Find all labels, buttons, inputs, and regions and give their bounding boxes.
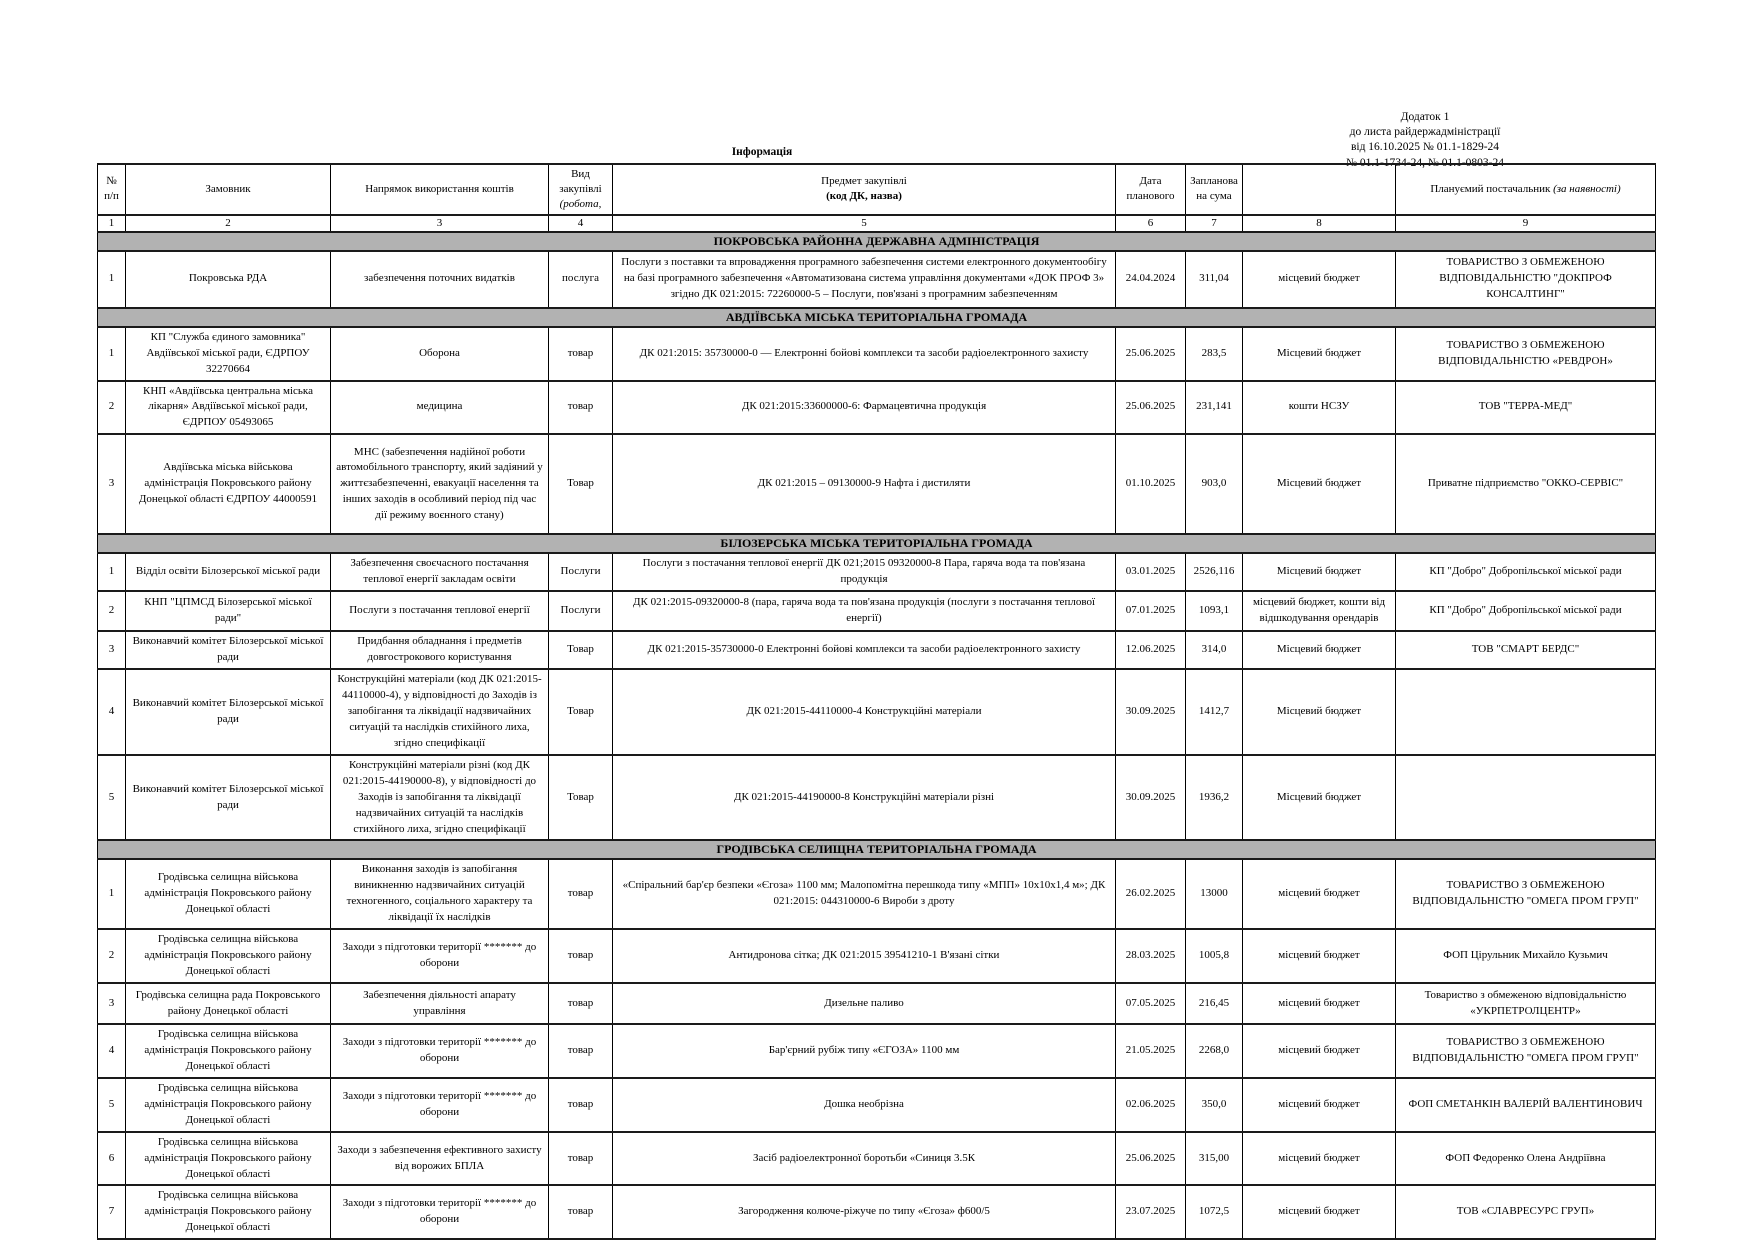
purchase-type-cell: послуга (549, 251, 613, 308)
subject-cell: Засіб радіоелектронної боротьби «Синиця 3.5К (613, 1132, 1116, 1186)
amount-cell: 350,0 (1186, 1078, 1243, 1132)
supplier-cell: ТОВ "ТЕРРА-МЕД" (1396, 381, 1656, 435)
header-text: Вид закупівлі (559, 168, 602, 195)
amount-cell: 231,141 (1186, 381, 1243, 435)
purchase-type-cell: товар (549, 859, 613, 929)
amount-cell: 283,5 (1186, 327, 1243, 381)
column-header-cell (1243, 164, 1396, 215)
table-row (98, 251, 1656, 308)
budget-cell: кошти НСЗУ (1243, 381, 1396, 435)
row-number-cell: 5 (98, 755, 126, 841)
date-cell: 03.01.2025 (1116, 553, 1186, 591)
budget-cell: Місцевий бюджет (1243, 553, 1396, 591)
subject-cell: Послуги з поставки та впровадження програмного забезпечення системи електронного документообігу на базі програмного забезпечення «Автоматизована система управління документами «ДОК ПРОФ 3» згідно ДК 021:2015: 72260000-5 – Послуги, пов'язані з програмним забезпеченням (613, 251, 1116, 308)
date-cell: 25.06.2025 (1116, 381, 1186, 435)
customer-cell: Виконавчий комітет Білозерської міської ради (126, 631, 331, 669)
supplier-cell: ТОВ "СМАРТ БЕРДС" (1396, 631, 1656, 669)
appendix-line: до листа райдержадміністрації (1349, 126, 1501, 139)
purchase-type-cell: Послуги (549, 553, 613, 591)
header-text: на сума (1196, 190, 1232, 203)
column-number-cell: 3 (331, 215, 549, 232)
table-row (98, 1024, 1656, 1078)
column-number-cell: 2 (126, 215, 331, 232)
budget-cell: місцевий бюджет (1243, 1185, 1396, 1239)
direction-cell: Оборона (331, 327, 549, 381)
customer-cell: Виконавчий комітет Білозерської міської ради (126, 669, 331, 755)
budget-cell: місцевий бюджет (1243, 1024, 1396, 1078)
amount-cell: 314,0 (1186, 631, 1243, 669)
row-number-cell: 2 (98, 929, 126, 983)
column-header-cell (98, 164, 126, 215)
purchase-type-cell: товар (549, 1078, 613, 1132)
row-number-cell: 4 (98, 669, 126, 755)
date-cell: 30.09.2025 (1116, 669, 1186, 755)
subject-cell: «Спіральний бар'єр безпеки «Єгоза» 1100 мм; Малопомітна перешкода типу «МПП» 10х10х1,4 м»; ДК 021:2015: 044310000-6 Вироби з дроту (613, 859, 1116, 929)
row-number-cell: 1 (98, 859, 126, 929)
header-text: (робота, (559, 197, 602, 210)
header-text: Напрямок використання коштів (365, 182, 514, 195)
row-number-cell: 1 (98, 553, 126, 591)
header-text: Замовник (205, 182, 251, 195)
budget-cell: місцевий бюджет (1243, 929, 1396, 983)
purchase-type-cell: товар (549, 1185, 613, 1239)
date-cell: 24.04.2024 (1116, 251, 1186, 308)
column-header-cell (549, 164, 613, 215)
column-header-cell (1116, 164, 1186, 215)
date-cell: 25.06.2025 (1116, 327, 1186, 381)
direction-cell: Заходи з підготовки території ******* до оборони (331, 1024, 549, 1078)
budget-cell: Місцевий бюджет (1243, 631, 1396, 669)
amount-cell: 13000 (1186, 859, 1243, 929)
supplier-cell: ТОВАРИСТВО З ОБМЕЖЕНОЮ ВІДПОВІДАЛЬНІСТЮ "ОМЕГА ПРОМ ГРУП" (1396, 1024, 1656, 1078)
row-number-cell: 1 (98, 327, 126, 381)
supplier-cell (1396, 669, 1656, 755)
row-number-cell: 1 (98, 251, 126, 308)
header-text: (код ДК, назва) (826, 190, 902, 203)
budget-cell: місцевий бюджет (1243, 983, 1396, 1024)
purchase-type-cell: товар (549, 381, 613, 435)
subject-cell: Антидронова сітка; ДК 021:2015 39541210-1 В'язані сітки (613, 929, 1116, 983)
row-number-cell: 7 (98, 1185, 126, 1239)
row-number-cell: 5 (98, 1078, 126, 1132)
supplier-cell: ТОВАРИСТВО З ОБМЕЖЕНОЮ ВІДПОВІДАЛЬНІСТЮ "ОМЕГА ПРОМ ГРУП" (1396, 859, 1656, 929)
table-row (98, 859, 1656, 929)
page-title: Інформація (731, 146, 793, 158)
subject-cell: Послуги з постачання теплової енергії ДК 021;2015 09320000-8 Пара, гаряча вода та пов'язана продукція (613, 553, 1116, 591)
table-row (98, 327, 1656, 381)
table-row (98, 1185, 1656, 1239)
purchase-type-cell: Послуги (549, 591, 613, 631)
header-text: Дата (1139, 175, 1162, 188)
amount-cell: 1072,5 (1186, 1185, 1243, 1239)
direction-cell: Послуги з постачання теплової енергії (331, 591, 549, 631)
supplier-cell: КП "Добро" Добропільської міської ради (1396, 553, 1656, 591)
table-row (98, 929, 1656, 983)
date-cell: 01.10.2025 (1116, 434, 1186, 534)
customer-cell: Гродівська селищна рада Покровського району Донецької області (126, 983, 331, 1024)
appendix-line: Додаток 1 (1400, 111, 1450, 123)
budget-cell: Місцевий бюджет (1243, 434, 1396, 534)
row-number-cell: 6 (98, 1132, 126, 1186)
supplier-cell (1396, 755, 1656, 841)
customer-cell: Гродівська селищна військова адміністрація Покровського району Донецької області (126, 929, 331, 983)
customer-cell: Відділ освіти Білозерської міської ради (126, 553, 331, 591)
budget-cell: Місцевий бюджет (1243, 669, 1396, 755)
supplier-cell: Товариство з обмеженою відповідальністю «УКРПЕТРОЛЦЕНТР» (1396, 983, 1656, 1024)
direction-cell: Забезпечення діяльності апарату управління (331, 983, 549, 1024)
section-title-cell: АВДІЇВСЬКА МІСЬКА ТЕРИТОРІАЛЬНА ГРОМАДА (98, 308, 1656, 327)
column-number-cell: 5 (613, 215, 1116, 232)
direction-cell: Заходи з підготовки території ******* до оборони (331, 1078, 549, 1132)
direction-cell: медицина (331, 381, 549, 435)
column-header-cell (331, 164, 549, 215)
subject-cell: Дошка необрізна (613, 1078, 1116, 1132)
header-text: (за наявності) (1553, 182, 1621, 195)
column-number-cell: 7 (1186, 215, 1243, 232)
section-title-cell: ПОКРОВСЬКА РАЙОННА ДЕРЖАВНА АДМІНІСТРАЦІЯ (98, 232, 1656, 251)
amount-cell: 2268,0 (1186, 1024, 1243, 1078)
date-cell: 23.07.2025 (1116, 1185, 1186, 1239)
supplier-cell: ФОП СМЕТАНКІН ВАЛЕРІЙ ВАЛЕНТИНОВИЧ (1396, 1078, 1656, 1132)
amount-cell: 1093,1 (1186, 591, 1243, 631)
amount-cell: 1412,7 (1186, 669, 1243, 755)
appendix-line: від 16.10.2025 № 01.1-1829-24 (1350, 141, 1500, 154)
purchase-type-cell: товар (549, 983, 613, 1024)
table-row (98, 669, 1656, 755)
budget-cell: Місцевий бюджет (1243, 327, 1396, 381)
table-row (98, 553, 1656, 591)
column-number-cell: 1 (98, 215, 126, 232)
header-text: Предмет закупівлі (821, 175, 907, 188)
column-header-cell (613, 164, 1116, 215)
row-number-cell: 4 (98, 1024, 126, 1078)
row-number-cell: 2 (98, 381, 126, 435)
header-text: планового (1126, 190, 1175, 203)
amount-cell: 1936,2 (1186, 755, 1243, 841)
subject-cell: ДК 021:2015-44110000-4 Конструкційні матеріали (613, 669, 1116, 755)
budget-cell: місцевий бюджет (1243, 251, 1396, 308)
header-text: Запланова (1190, 175, 1238, 188)
row-number-cell: 3 (98, 434, 126, 534)
date-cell: 21.05.2025 (1116, 1024, 1186, 1078)
budget-cell: місцевий бюджет (1243, 1132, 1396, 1186)
table-row (98, 755, 1656, 841)
purchase-type-cell: Товар (549, 669, 613, 755)
customer-cell: Гродівська селищна військова адміністрація Покровського району Донецької області (126, 1078, 331, 1132)
date-cell: 12.06.2025 (1116, 631, 1186, 669)
purchase-type-cell: товар (549, 327, 613, 381)
subject-cell: ДК 021:2015 – 09130000-9 Нафта і дистиляти (613, 434, 1116, 534)
customer-cell: Гродівська селищна військова адміністрація Покровського району Донецької області (126, 1185, 331, 1239)
table-row (98, 983, 1656, 1024)
date-cell: 30.09.2025 (1116, 755, 1186, 841)
supplier-cell: ТОВАРИСТВО З ОБМЕЖЕНОЮ ВІДПОВІДАЛЬНІСТЮ «РЕВДРОН» (1396, 327, 1656, 381)
budget-cell: Місцевий бюджет (1243, 755, 1396, 841)
purchase-type-cell: Товар (549, 631, 613, 669)
direction-cell: Конструкційні матеріали (код ДК 021:2015-44110000-4), у відповідності до Заходів із запобігання та ліквідації надзвичайних ситуацій та наслідків стихійного лиха, згідно специфікації (331, 669, 549, 755)
column-number-cell: 8 (1243, 215, 1396, 232)
purchase-type-cell: товар (549, 1024, 613, 1078)
section-title-cell: ГРОДІВСЬКА СЕЛИЩНА ТЕРИТОРІАЛЬНА ГРОМАДА (98, 840, 1656, 859)
supplier-cell: ФОП Цірульник Михайло Кузьмич (1396, 929, 1656, 983)
appendix-header (1320, 110, 1530, 171)
table-row (98, 434, 1656, 534)
header-text: Плануємий постачальник (1430, 182, 1554, 195)
customer-cell: Покровська РДА (126, 251, 331, 308)
column-number-cell: 6 (1116, 215, 1186, 232)
customer-cell: КНП «Авдіївська центральна міська лікарня» Авдіївської міської ради, ЄДРПОУ 05493065 (126, 381, 331, 435)
supplier-cell: ФОП Федоренко Олена Андріївна (1396, 1132, 1656, 1186)
table-row (98, 631, 1656, 669)
direction-cell: забезпечення поточних видатків (331, 251, 549, 308)
section-title-cell: БІЛОЗЕРСЬКА МІСЬКА ТЕРИТОРІАЛЬНА ГРОМАДА (98, 534, 1656, 553)
direction-cell: Конструкційні матеріали різні (код ДК 021:2015-44190000-8), у відповідності до Заходів із запобігання та ліквідації надзвичайних ситуацій та наслідків стихійного лиха, згідно специфікації (331, 755, 549, 841)
appendix-line: № 01.1-1734-24, № 01.1-0803-24 (1345, 156, 1504, 169)
date-cell: 26.02.2025 (1116, 859, 1186, 929)
date-cell: 28.03.2025 (1116, 929, 1186, 983)
amount-cell: 903,0 (1186, 434, 1243, 534)
customer-cell: Гродівська селищна військова адміністрація Покровського району Донецької області (126, 1132, 331, 1186)
subject-cell: Бар'єрний рубіж типу «ЄГОЗА» 1100 мм (613, 1024, 1116, 1078)
amount-cell: 1005,8 (1186, 929, 1243, 983)
supplier-cell: Приватне підприємство "ОККО-СЕРВІС" (1396, 434, 1656, 534)
purchase-type-cell: товар (549, 1132, 613, 1186)
table-header-row (98, 164, 1656, 215)
direction-cell: Заходи з підготовки території ******* до оборони (331, 1185, 549, 1239)
purchase-type-cell: Товар (549, 755, 613, 841)
subject-cell: ДК 021:2015-35730000-0 Електронні бойові комплекси та засоби радіоелектронного захисту (613, 631, 1116, 669)
amount-cell: 216,45 (1186, 983, 1243, 1024)
date-cell: 07.01.2025 (1116, 591, 1186, 631)
purchase-type-cell: Товар (549, 434, 613, 534)
date-cell: 02.06.2025 (1116, 1078, 1186, 1132)
table-row (98, 1078, 1656, 1132)
date-cell: 07.05.2025 (1116, 983, 1186, 1024)
budget-cell: місцевий бюджет (1243, 1078, 1396, 1132)
direction-cell: Придбання обладнання і предметів довгострокового користування (331, 631, 549, 669)
customer-cell: КНП "ЦПМСД Білозерської міської ради" (126, 591, 331, 631)
customer-cell: Виконавчий комітет Білозерської міської ради (126, 755, 331, 841)
section-header-row (98, 308, 1656, 327)
amount-cell: 315,00 (1186, 1132, 1243, 1186)
subject-cell: ДК 021:2015-44190000-8 Конструкційні матеріали різні (613, 755, 1116, 841)
header-text: п/п (104, 190, 119, 203)
column-header-cell (1186, 164, 1243, 215)
budget-cell: місцевий бюджет, кошти від відшкодування орендарів (1243, 591, 1396, 631)
column-number-cell: 9 (1396, 215, 1656, 232)
supplier-cell: ТОВ «СЛАВРЕСУРС ГРУП» (1396, 1185, 1656, 1239)
subject-cell: Дизельне паливо (613, 983, 1116, 1024)
direction-cell: Заходи з забезпечення ефективного захисту від ворожих БПЛА (331, 1132, 549, 1186)
column-number-cell: 4 (549, 215, 613, 232)
section-header-row (98, 232, 1656, 251)
direction-cell: Заходи з підготовки території ******* до оборони (331, 929, 549, 983)
subject-cell: ДК 021:2015: 35730000-0 — Електронні бойові комплекси та засоби радіоелектронного захисту (613, 327, 1116, 381)
subject-cell: Загородження колюче-ріжуче по типу «Єгоза» ф600/5 (613, 1185, 1116, 1239)
customer-cell: Гродівська селищна військова адміністрація Покровського району Донецької області (126, 1024, 331, 1078)
amount-cell: 2526,116 (1186, 553, 1243, 591)
row-number-cell: 3 (98, 631, 126, 669)
date-cell: 25.06.2025 (1116, 1132, 1186, 1186)
column-header-cell (1396, 164, 1656, 215)
section-header-row (98, 840, 1656, 859)
purchase-type-cell: товар (549, 929, 613, 983)
supplier-cell: ТОВАРИСТВО З ОБМЕЖЕНОЮ ВІДПОВІДАЛЬНІСТЮ "ДОКПРОФ КОНСАЛТИНГ" (1396, 251, 1656, 308)
direction-cell: Забезпечення своєчасного постачання теплової енергії закладам освіти (331, 553, 549, 591)
subject-cell: ДК 021:2015-09320000-8 (пара, гаряча вода та пов'язана продукція (послуги з постачання теплової енергії) (613, 591, 1116, 631)
section-header-row (98, 534, 1656, 553)
row-number-cell: 3 (98, 983, 126, 1024)
header-text: № (106, 175, 117, 188)
table-row (98, 1132, 1656, 1186)
table-row (98, 591, 1656, 631)
budget-cell: місцевий бюджет (1243, 859, 1396, 929)
customer-cell: Гродівська селищна військова адміністрація Покровського району Донецької області (126, 859, 331, 929)
procurement-table (97, 163, 1656, 1240)
row-number-cell: 2 (98, 591, 126, 631)
column-number-row (98, 215, 1656, 232)
supplier-cell: КП "Добро" Добропільської міської ради (1396, 591, 1656, 631)
direction-cell: Виконання заходів із запобігання виникненню надзвичайних ситуацій техногенного, соціального характеру та ліквідації їх наслідків (331, 859, 549, 929)
customer-cell: КП "Служба єдиного замовника" Авдіївської міської ради, ЄДРПОУ 32270664 (126, 327, 331, 381)
table-row (98, 381, 1656, 435)
subject-cell: ДК 021:2015:33600000-6: Фармацевтична продукція (613, 381, 1116, 435)
customer-cell: Авдіївська міська військова адміністрація Покровського району Донецької області ЄДРПОУ 44000591 (126, 434, 331, 534)
column-header-cell (126, 164, 331, 215)
amount-cell: 311,04 (1186, 251, 1243, 308)
direction-cell: МНС (забезпечення надійної роботи автомобільного транспорту, який задіяний у життєзабезпеченні, евакуації населення та інших заходів в особливий період під час дії режиму воєнного стану) (331, 434, 549, 534)
